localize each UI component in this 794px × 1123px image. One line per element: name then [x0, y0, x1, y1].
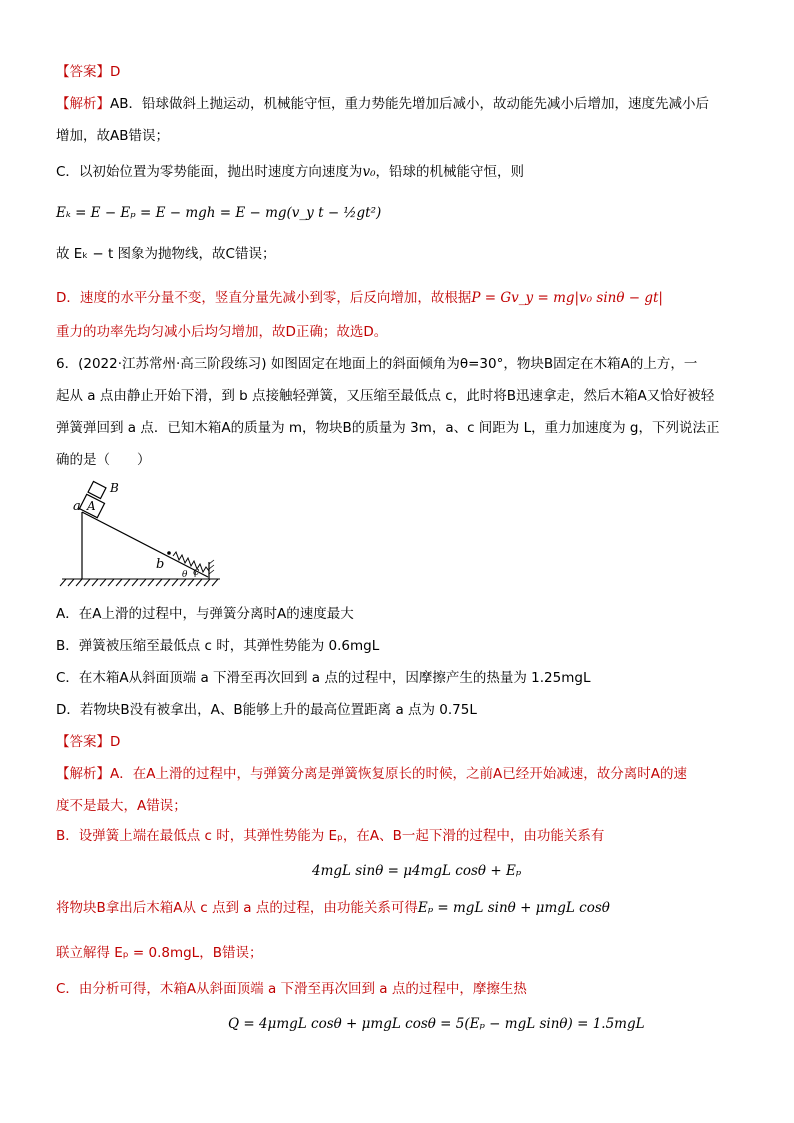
analysis-line-d-2: 重力的功率先均匀减小后均匀增加，故D正确；故选D。: [56, 324, 388, 340]
label-theta: θ: [182, 570, 188, 580]
analysis-tag: 【解析】: [56, 96, 110, 112]
option-b: B．弹簧被压缩至最低点 c 时，其弹性势能为 0.6mgL: [56, 638, 380, 654]
formula-kinetic-energy: Eₖ = E − Eₚ = E − mgh = E − mg(v_y t − ½gt²): [56, 205, 382, 221]
answer-value: D: [110, 64, 121, 80]
incline: [82, 512, 208, 579]
analysis-tag: 【解析】: [56, 766, 110, 782]
answer-line-1: [56, 62, 120, 82]
question-line-2: 起从 a 点由静止开始下滑，到 b 点接触轻弹簧，又压缩至最低点 c，此时将B迅速拿走，然后木箱A又恰好被轻: [56, 388, 715, 404]
analysis2-line-b-1: B．设弹簧上端在最低点 c 时，其弹性势能为 Eₚ，在A、B一起下滑的过程中，由功能关系有: [56, 828, 605, 844]
label-a: a: [73, 499, 81, 514]
label-c: c: [193, 565, 200, 578]
answer-value: D: [110, 734, 121, 750]
answer-line-2: [56, 732, 120, 752]
incline-diagram: [56, 478, 226, 593]
analysis-line-ab-2: 增加，故AB错误；: [56, 128, 169, 144]
label-b: b: [156, 557, 165, 572]
analysis2-line-c-1: C．由分析可得，木箱A从斜面顶端 a 下滑至再次回到 a 点的过程中，摩擦生热: [56, 981, 527, 997]
option-a: A．在A上滑的过程中，与弹簧分离时A的速度最大: [56, 606, 354, 622]
spring-wall-hatch: [209, 560, 214, 574]
equation-energy-2: Eₚ = mgL sinθ + μmgL cosθ: [417, 900, 610, 916]
analysis-text: 将物块B拿出后木箱A从 c 点到 a 点的过程，由功能关系可得: [56, 900, 418, 916]
analysis2-line-b-3: 联立解得 Eₚ = 0.8mgL，B错误；: [56, 945, 263, 961]
label-A: A: [87, 499, 96, 513]
answer-tag: 【答案】: [56, 734, 110, 750]
analysis2-line-a-1: [56, 764, 687, 784]
analysis2-line-a-2: 度不是最大，A错误；: [56, 798, 187, 814]
question-line-4: 确的是（ ）: [56, 452, 151, 468]
ground: [60, 579, 220, 586]
analysis-line-c-2: 故 Eₖ − t 图象为抛物线，故C错误；: [56, 246, 276, 262]
formula-power: P = Gv_y = mg|v₀ sinθ − gt|: [471, 290, 663, 306]
analysis2-line-b-2: [56, 898, 610, 918]
analysis-line-ab-1: [56, 94, 709, 114]
question-line-3: 弹簧弹回到 a 点．已知木箱A的质量为 m，物块B的质量为 3m，a、c 间距为 L，重力加速度为 g，下列说法正: [56, 420, 720, 436]
analysis-text: C．以初始位置为零势能面，抛出时速度方向速度为: [56, 164, 363, 180]
label-B: B: [110, 481, 119, 495]
analysis-line-d-1: [56, 288, 663, 308]
symbol-v0: v₀: [362, 164, 376, 180]
analysis-text: D．速度的水平分量不变，竖直分量先减小到零，后反向增加，故根据: [56, 290, 472, 306]
answer-tag: 【答案】: [56, 64, 110, 80]
equation-energy-1: 4mgL sinθ = μ4mgL cosθ + Eₚ: [312, 863, 522, 879]
analysis-text: A．在A上滑的过程中，与弹簧分离是弹簧恢复原长的时候，之前A已经开始减速，故分离时A的速: [110, 766, 687, 782]
option-d: D．若物块B没有被拿出，A、B能够上升的最高位置距离 a 点为 0.75L: [56, 702, 477, 718]
analysis-text: ，铅球的机械能守恒，则: [375, 164, 524, 180]
equation-heat: Q = 4μmgL cosθ + μmgL cosθ = 5(Eₚ − mgL sinθ) = 1.5mgL: [228, 1016, 645, 1032]
option-c: C．在木箱A从斜面顶端 a 下滑至再次回到 a 点的过程中，因摩擦产生的热量为 1.25mgL: [56, 670, 591, 686]
analysis-text: AB．铅球做斜上抛运动，机械能守恒，重力势能先增加后减小，故动能先减小后增加，速度先减小后: [110, 96, 709, 112]
point-b-dot: [167, 551, 171, 555]
analysis-line-c-1: [56, 162, 524, 182]
question-line-1: 6．(2022·江苏常州·高三阶段练习) 如图固定在地面上的斜面倾角为θ=30°，物块B固定在木箱A的上方，一: [56, 356, 698, 372]
